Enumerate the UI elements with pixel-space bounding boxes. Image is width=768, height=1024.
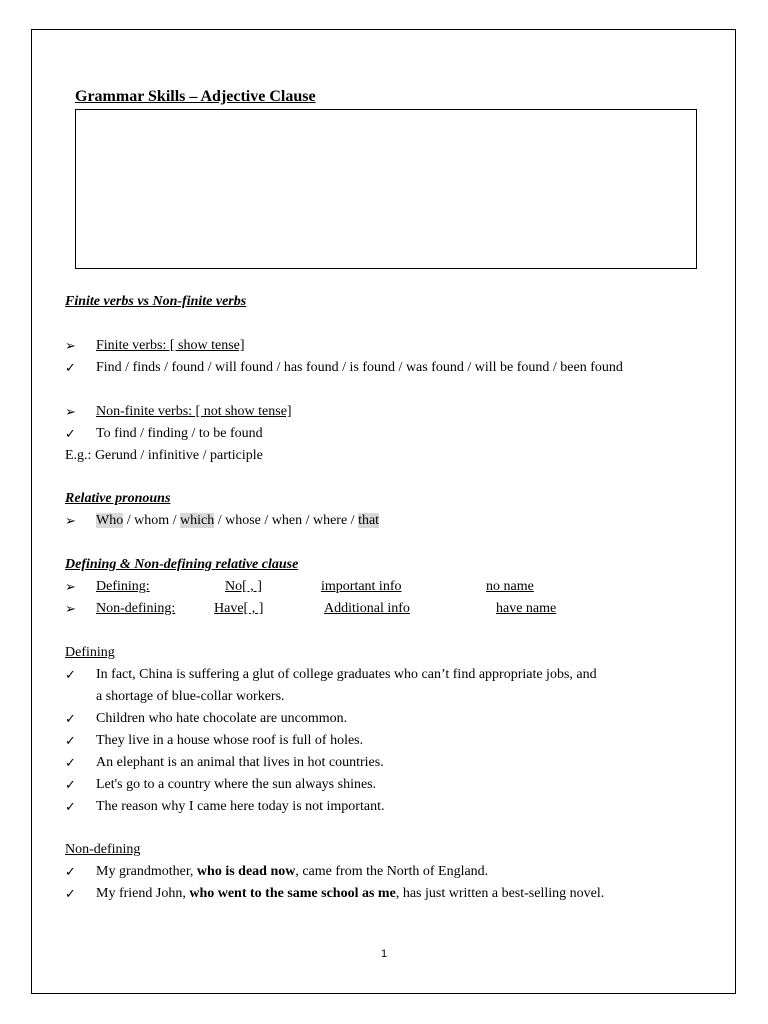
finite-verbs-examples: Find / finds / found / will found / has found / is found / was found / will be found / been found	[96, 360, 623, 375]
check-bullet-icon: ✓	[65, 886, 76, 901]
empty-text-box	[75, 109, 697, 269]
example-sentence: They live in a house whose roof is full of holes.	[96, 733, 364, 748]
pronoun-highlight: which	[180, 513, 215, 528]
sentence-end: , came from the North of England.	[295, 864, 489, 879]
clause-bold: who is dead now	[196, 864, 296, 879]
section-heading-relative-pronouns: Relative pronouns	[65, 491, 171, 506]
arrow-bullet-icon: ➢	[65, 513, 76, 528]
finite-verbs-label: Finite verbs: [ show tense]	[96, 338, 245, 353]
nondefining-name: have name	[496, 601, 557, 616]
sentence-end: , has just written a best-selling novel.	[395, 886, 605, 901]
check-bullet-icon: ✓	[65, 777, 76, 792]
clause-bold: who went to the same school as me	[189, 886, 396, 901]
example-sentence: Let's go to a country where the sun always shines.	[96, 777, 377, 792]
check-bullet-icon: ✓	[65, 799, 76, 814]
pronoun-highlight: that	[358, 513, 380, 528]
defining-comma: No[ , ]	[225, 579, 262, 594]
sentence-start: My grandmother,	[96, 864, 197, 879]
example-sentence	[96, 863, 488, 881]
nondefining-row	[96, 600, 566, 618]
check-bullet-icon: ✓	[65, 360, 76, 375]
defining-info: important info	[321, 579, 402, 594]
check-bullet-icon: ✓	[65, 667, 76, 682]
section-heading-clause: Defining & Non-defining relative clause	[65, 557, 299, 572]
arrow-bullet-icon: ➢	[65, 579, 76, 594]
nondefining-comma: Have[ , ]	[214, 601, 264, 616]
example-sentence: a shortage of blue-collar workers.	[96, 689, 285, 704]
example-sentence: In fact, China is suffering a glut of college graduates who can’t find appropriate jobs, and	[96, 667, 597, 682]
arrow-bullet-icon: ➢	[65, 338, 76, 353]
sentence-start: My friend John,	[96, 886, 190, 901]
nonfinite-verbs-examples: To find / finding / to be found	[96, 426, 263, 441]
arrow-bullet-icon: ➢	[65, 601, 76, 616]
example-sentence: Children who hate chocolate are uncommon.	[96, 711, 348, 726]
nondefining-info: Additional info	[324, 601, 410, 616]
defining-name: no name	[486, 579, 534, 594]
arrow-bullet-icon: ➢	[65, 404, 76, 419]
section-heading-nondefining: Non-defining	[65, 842, 141, 857]
nonfinite-verbs-label: Non-finite verbs: [ not show tense]	[96, 404, 292, 419]
document-title: Grammar Skills – Adjective Clause	[75, 88, 316, 105]
page-number: 1	[380, 948, 388, 960]
section-heading-finite: Finite verbs vs Non-finite verbs	[65, 294, 247, 309]
pronoun-text: / whose / when / where /	[214, 513, 359, 528]
check-bullet-icon: ✓	[65, 733, 76, 748]
defining-row	[96, 578, 548, 596]
example-line: E.g.: Gerund / infinitive / participle	[65, 448, 263, 463]
section-heading-defining: Defining	[65, 645, 115, 660]
check-bullet-icon: ✓	[65, 426, 76, 441]
example-sentence: An elephant is an animal that lives in hot countries.	[96, 755, 384, 770]
relative-pronoun-list	[96, 512, 379, 530]
defining-label: Defining:	[96, 579, 150, 594]
example-sentence	[96, 885, 604, 903]
pronoun-highlight: Who	[96, 513, 124, 528]
check-bullet-icon: ✓	[65, 755, 76, 770]
check-bullet-icon: ✓	[65, 711, 76, 726]
nondefining-label: Non-defining:	[96, 601, 176, 616]
check-bullet-icon: ✓	[65, 864, 76, 879]
example-sentence: The reason why I came here today is not important.	[96, 799, 385, 814]
pronoun-text: / whom /	[123, 513, 180, 528]
